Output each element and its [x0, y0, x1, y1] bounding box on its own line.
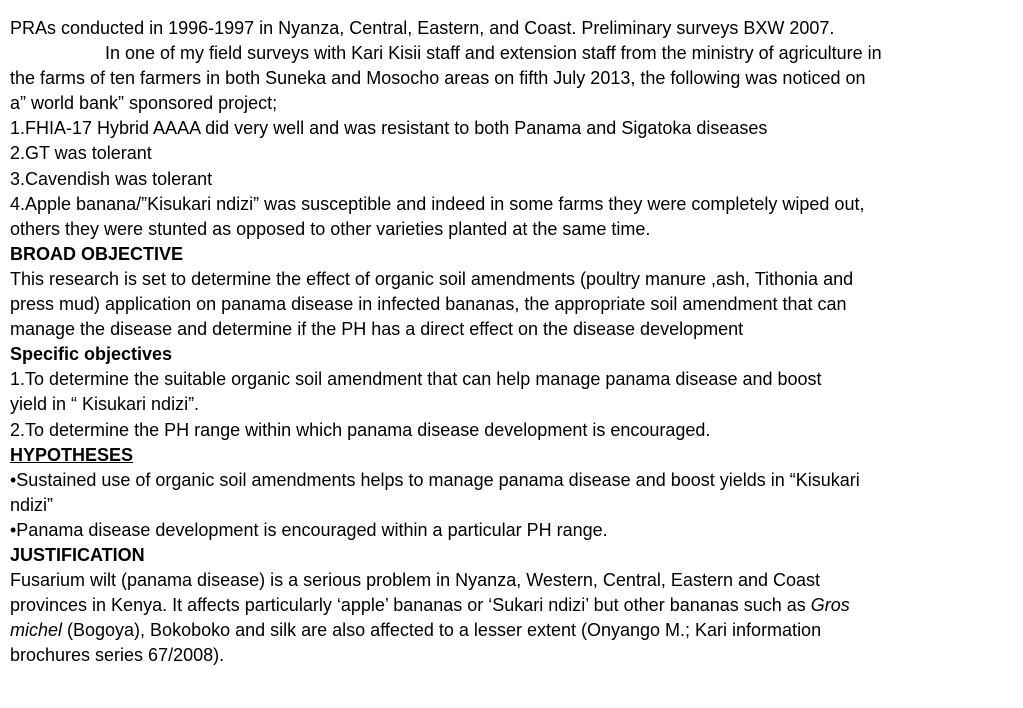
specific-objective-1-line-2: yield in “ Kisukari ndizi”.	[10, 394, 200, 415]
observation-4-line-2: others they were stunted as opposed to other varieties planted at the same time.	[10, 218, 651, 239]
observation-4-line-1: 4.Apple banana/”Kisukari ndizi” was susceptible and indeed in some farms they were completely wiped out,	[10, 193, 865, 214]
intro-line-1: PRAs conducted in 1996-1997 in Nyanza, Central, Eastern, and Coast. Preliminary surveys BXW 2007.	[10, 18, 835, 38]
justification-line-1: Fusarium wilt (panama disease) is a serious problem in Nyanza, Western, Central, Eastern and Coast	[10, 570, 821, 591]
intro-line-4: a” world bank” sponsored project;	[10, 93, 278, 114]
gros-italic-text: Gros	[810, 595, 850, 616]
justification-line-2	[10, 593, 1013, 618]
hypothesis-1-line-1: •Sustained use of organic soil amendments helps to manage panama disease and boost yields in “Kisukari	[10, 469, 860, 490]
specific-objective-1-line-1: 1.To determine the suitable organic soil amendment that can help manage panama disease and boost	[10, 369, 822, 390]
observation-1: 1.FHIA-17 Hybrid AAAA did very well and was resistant to both Panama and Sigatoka diseases	[10, 118, 768, 139]
broad-objective-line-1: This research is set to determine the effect of organic soil amendments (poultry manure ,ash, Tithonia and	[10, 268, 854, 289]
justification-line-2-text: provinces in Kenya. It affects particularly ‘apple’ bananas or ‘Sukari ndizi’ but other bananas such as	[10, 595, 811, 616]
justification-line-3	[10, 618, 1013, 643]
intro-line-3: the farms of ten farmers in both Suneka and Mosocho areas on fifth July 2013, the following was noticed on	[10, 68, 866, 89]
observation-2: 2.GT was tolerant	[10, 143, 152, 164]
broad-objective-line-2: press mud) application on panama disease in infected bananas, the appropriate soil amendment that can	[10, 294, 847, 315]
observation-3: 3.Cavendish was tolerant	[10, 168, 213, 189]
hypothesis-1-line-2: ndizi”	[10, 494, 54, 515]
justification-line-4: brochures series 67/2008).	[10, 645, 225, 666]
intro-line-2: In one of my field surveys with Kari Kisii staff and extension staff from the ministry of agriculture in	[105, 43, 882, 64]
hypothesis-2: •Panama disease development is encouraged within a particular PH range.	[10, 519, 608, 540]
broad-objective-heading: BROAD OBJECTIVE	[10, 243, 184, 264]
justification-line-3-text: (Bogoya), Bokoboko and silk are also affected to a lesser extent (Onyango M.; Kari information	[62, 620, 822, 641]
specific-objectives-heading: Specific objectives	[10, 344, 173, 365]
michel-italic-text: michel	[10, 620, 63, 641]
hypotheses-heading: HYPOTHESES	[10, 444, 134, 465]
broad-objective-line-3: manage the disease and determine if the PH has a direct effect on the disease development	[10, 319, 744, 340]
justification-heading: JUSTIFICATION	[10, 544, 145, 565]
specific-objective-2: 2.To determine the PH range within which panama disease development is encouraged.	[10, 419, 711, 440]
